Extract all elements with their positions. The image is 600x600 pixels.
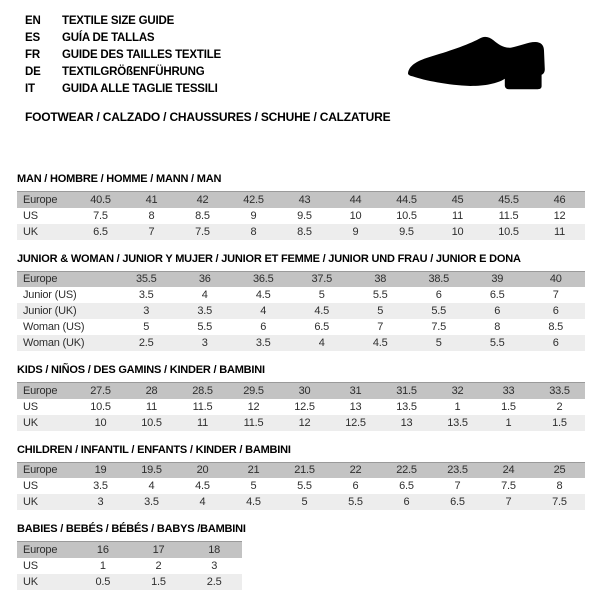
table-row (17, 415, 585, 431)
size-cell: 10.5 (483, 224, 534, 240)
section-children (17, 444, 585, 511)
size-cell: 21.5 (279, 462, 330, 478)
row-label: UK (17, 574, 75, 590)
size-cell: 5 (351, 303, 410, 319)
size-cell: 10 (432, 224, 483, 240)
size-cell: 36.5 (234, 271, 293, 287)
table-row (17, 462, 585, 478)
size-cell: 12 (279, 415, 330, 431)
size-cell: 42.5 (228, 192, 279, 208)
row-label: US (23, 480, 38, 492)
size-cell: 44.5 (381, 192, 432, 208)
size-cell: 6 (527, 335, 586, 351)
size-cell: 30 (279, 383, 330, 399)
size-cell: 12 (247, 400, 260, 413)
table-row (17, 399, 585, 415)
size-cell: 21 (228, 462, 279, 478)
size-cell: 38 (351, 271, 410, 287)
size-cell: 45 (432, 192, 483, 208)
size-cell: 6.5 (314, 321, 330, 333)
size-cell: 35.5 (117, 271, 176, 287)
size-cell: 7 (126, 224, 177, 240)
category-heading: FOOTWEAR / CALZADO / CHAUSSURES / SCHUHE / CALZATURE (25, 110, 391, 124)
row-label: UK (17, 415, 75, 431)
size-cell: 4 (293, 335, 352, 351)
size-cell: 7.5 (501, 480, 516, 492)
size-cell: 5 (143, 321, 150, 333)
row-label: Europe (17, 462, 75, 478)
size-cell: 6 (527, 303, 586, 319)
size-cell: 1.5 (501, 400, 516, 413)
table-row (17, 303, 585, 319)
size-cell: 45.5 (483, 192, 534, 208)
size-cell: 10 (75, 415, 126, 431)
size-cell: 13.5 (432, 415, 483, 431)
size-cell: 6.5 (489, 289, 505, 301)
section-junior-woman (17, 253, 585, 352)
size-cell: 9.5 (381, 224, 432, 240)
size-cell: 3 (176, 335, 235, 351)
row-label: UK (17, 494, 75, 510)
size-cell: 5 (279, 494, 330, 510)
size-cell: 1 (454, 400, 461, 413)
size-cell: 12.5 (330, 415, 381, 431)
size-cell: 4.5 (228, 494, 279, 510)
size-cell: 9 (250, 209, 257, 222)
section-title-babies: BABIES / BEBÉS / BÉBÉS / BABYS /BAMBINI (17, 523, 246, 535)
language-title: TEXTILE SIZE GUIDE (62, 15, 175, 27)
size-cell: 11 (534, 224, 585, 240)
size-cell: 4.5 (195, 480, 210, 492)
man-size-table (17, 191, 585, 240)
table-row (17, 574, 242, 590)
size-cell: 5.5 (468, 335, 527, 351)
size-cell: 2.5 (117, 335, 176, 351)
size-cell: 2 (556, 400, 563, 413)
size-cell: 33 (483, 383, 534, 399)
size-cell: 1.5 (131, 574, 187, 590)
size-cell: 7 (483, 494, 534, 510)
size-cell: 7 (377, 321, 384, 333)
size-cell: 6.5 (75, 224, 126, 240)
table-row (17, 383, 585, 399)
size-cell: 27.5 (75, 383, 126, 399)
size-cell: 44 (330, 192, 381, 208)
size-cell: 42 (177, 192, 228, 208)
row-label: US (23, 209, 38, 222)
size-cell: 19.5 (126, 462, 177, 478)
size-cell: 5.5 (297, 480, 312, 492)
size-cell: 7.5 (534, 494, 585, 510)
size-cell: 37.5 (293, 271, 352, 287)
size-cell: 3 (117, 303, 176, 319)
size-cell: 3 (75, 494, 126, 510)
language-code: IT (25, 83, 35, 95)
size-cell: 10.5 (90, 400, 111, 413)
row-label: Junior (US) (23, 289, 77, 301)
size-cell: 18 (186, 542, 242, 558)
size-cell: 31 (330, 383, 381, 399)
size-cell: 4.5 (351, 335, 410, 351)
size-cell: 7.5 (93, 209, 108, 222)
size-cell: 1.5 (534, 415, 585, 431)
size-cell: 17 (131, 542, 187, 558)
size-cell: 7 (454, 480, 461, 492)
size-cell: 39 (468, 271, 527, 287)
size-cell: 4 (177, 494, 228, 510)
language-code: EN (25, 15, 41, 27)
size-cell: 6 (468, 303, 527, 319)
dress-shoe-icon (388, 22, 572, 110)
junior-woman-size-table (17, 271, 585, 352)
size-cell: 16 (75, 542, 131, 558)
size-cell: 2 (155, 559, 162, 572)
table-row (17, 494, 585, 510)
row-label: US (23, 400, 38, 413)
size-cell: 28.5 (177, 383, 228, 399)
row-label: Europe (17, 192, 75, 208)
size-cell: 3.5 (126, 494, 177, 510)
size-cell: 8 (556, 480, 563, 492)
size-cell: 8.5 (195, 209, 210, 222)
section-babies (17, 523, 585, 590)
size-cell: 11 (177, 415, 228, 431)
size-cell: 8.5 (548, 321, 564, 333)
size-tables (17, 173, 585, 590)
size-cell: 12 (553, 209, 566, 222)
size-cell: 9.5 (297, 209, 312, 222)
table-row (17, 224, 585, 240)
size-cell: 13 (381, 415, 432, 431)
size-cell: 22.5 (381, 462, 432, 478)
size-cell: 25 (534, 462, 585, 478)
size-cell: 22 (330, 462, 381, 478)
language-code: FR (25, 49, 40, 61)
size-cell: 6.5 (432, 494, 483, 510)
row-label: Europe (17, 383, 75, 399)
size-cell: 3.5 (93, 480, 108, 492)
size-cell: 5.5 (410, 303, 469, 319)
size-cell: 40.5 (75, 192, 126, 208)
row-label: US (23, 559, 38, 572)
table-row (17, 558, 242, 574)
table-row (17, 208, 585, 224)
size-cell: 8 (228, 224, 279, 240)
table-row (17, 478, 585, 494)
size-cell: 7.5 (177, 224, 228, 240)
size-cell: 12.5 (294, 400, 315, 413)
children-size-table (17, 462, 585, 511)
table-row (17, 319, 585, 335)
size-cell: 8 (148, 209, 155, 222)
size-cell: 11 (145, 400, 158, 413)
table-row (17, 271, 585, 287)
size-cell: 8 (494, 321, 501, 333)
size-cell: 3.5 (234, 335, 293, 351)
section-title-man: MAN / HOMBRE / HOMME / MANN / MAN (17, 173, 222, 185)
language-title: GUIDA ALLE TAGLIE TESSILI (62, 83, 218, 95)
size-cell: 9 (330, 224, 381, 240)
size-cell: 0.5 (75, 574, 131, 590)
table-row (17, 542, 242, 558)
row-label: Woman (UK) (17, 335, 117, 351)
size-cell: 43 (279, 192, 330, 208)
size-cell: 13.5 (396, 400, 417, 413)
language-title: TEXTILGRÖßENFÜHRUNG (62, 66, 205, 78)
size-cell: 5 (410, 335, 469, 351)
size-cell: 41 (126, 192, 177, 208)
table-row (17, 192, 585, 208)
size-cell: 11.5 (498, 209, 519, 222)
size-cell: 13 (349, 400, 362, 413)
size-cell: 33.5 (534, 383, 585, 399)
section-man (17, 173, 585, 240)
size-cell: 4.5 (255, 289, 271, 301)
size-cell: 5 (250, 480, 257, 492)
size-cell: 4 (201, 289, 208, 301)
size-cell: 5.5 (197, 321, 213, 333)
row-label: Junior (UK) (17, 303, 117, 319)
size-cell: 6 (435, 289, 442, 301)
size-cell: 6.5 (399, 480, 414, 492)
section-title-junior-woman: JUNIOR & WOMAN / JUNIOR Y MUJER / JUNIOR ET FEMME / JUNIOR UND FRAU / JUNIOR E DONA (17, 252, 521, 265)
size-cell: 38.5 (410, 271, 469, 287)
size-cell: 6 (260, 321, 267, 333)
size-cell: 8.5 (279, 224, 330, 240)
size-cell: 5 (318, 289, 325, 301)
kids-size-table (17, 382, 585, 431)
language-code: ES (25, 32, 40, 44)
babies-size-table (17, 541, 242, 590)
size-cell: 11.5 (228, 415, 279, 431)
size-cell: 10.5 (126, 415, 177, 431)
size-cell: 46 (534, 192, 585, 208)
size-cell: 24 (483, 462, 534, 478)
size-cell: 2.5 (186, 574, 242, 590)
size-cell: 6 (381, 494, 432, 510)
size-cell: 3 (211, 559, 218, 572)
size-cell: 1 (99, 559, 106, 572)
language-title: GUÍA DE TALLAS (62, 32, 155, 44)
language-code: DE (25, 66, 41, 78)
size-cell: 40 (527, 271, 586, 287)
size-cell: 4 (234, 303, 293, 319)
size-cell: 4 (148, 480, 155, 492)
size-cell: 28 (126, 383, 177, 399)
size-cell: 3.5 (138, 289, 154, 301)
size-cell: 7 (552, 289, 559, 301)
language-title: GUIDE DES TAILLES TEXTILE (62, 49, 221, 61)
size-cell: 10 (349, 209, 362, 222)
table-row (17, 335, 585, 351)
size-cell: 36 (176, 271, 235, 287)
size-cell: 19 (75, 462, 126, 478)
size-cell: 29.5 (228, 383, 279, 399)
section-title-children: CHILDREN / INFANTIL / ENFANTS / KINDER / BAMBINI (17, 443, 291, 456)
size-cell: 5.5 (372, 289, 388, 301)
size-cell: 11 (451, 209, 464, 222)
table-row (17, 287, 585, 303)
size-cell: 10.5 (396, 209, 417, 222)
row-label: Woman (US) (23, 321, 85, 333)
size-cell: 5.5 (330, 494, 381, 510)
size-cell: 3.5 (176, 303, 235, 319)
size-cell: 11.5 (192, 400, 213, 413)
size-cell: 4.5 (293, 303, 352, 319)
size-cell: 7.5 (431, 321, 447, 333)
size-cell: 23.5 (432, 462, 483, 478)
size-cell: 1 (483, 415, 534, 431)
size-cell: 6 (352, 480, 359, 492)
size-cell: 31.5 (381, 383, 432, 399)
row-label: UK (17, 224, 75, 240)
section-title-kids: KIDS / NIÑOS / DES GAMINS / KINDER / BAMBINI (17, 364, 265, 376)
section-kids (17, 364, 585, 431)
size-cell: 20 (177, 462, 228, 478)
row-label: Europe (17, 542, 75, 558)
size-cell: 32 (432, 383, 483, 399)
row-label: Europe (17, 271, 117, 287)
